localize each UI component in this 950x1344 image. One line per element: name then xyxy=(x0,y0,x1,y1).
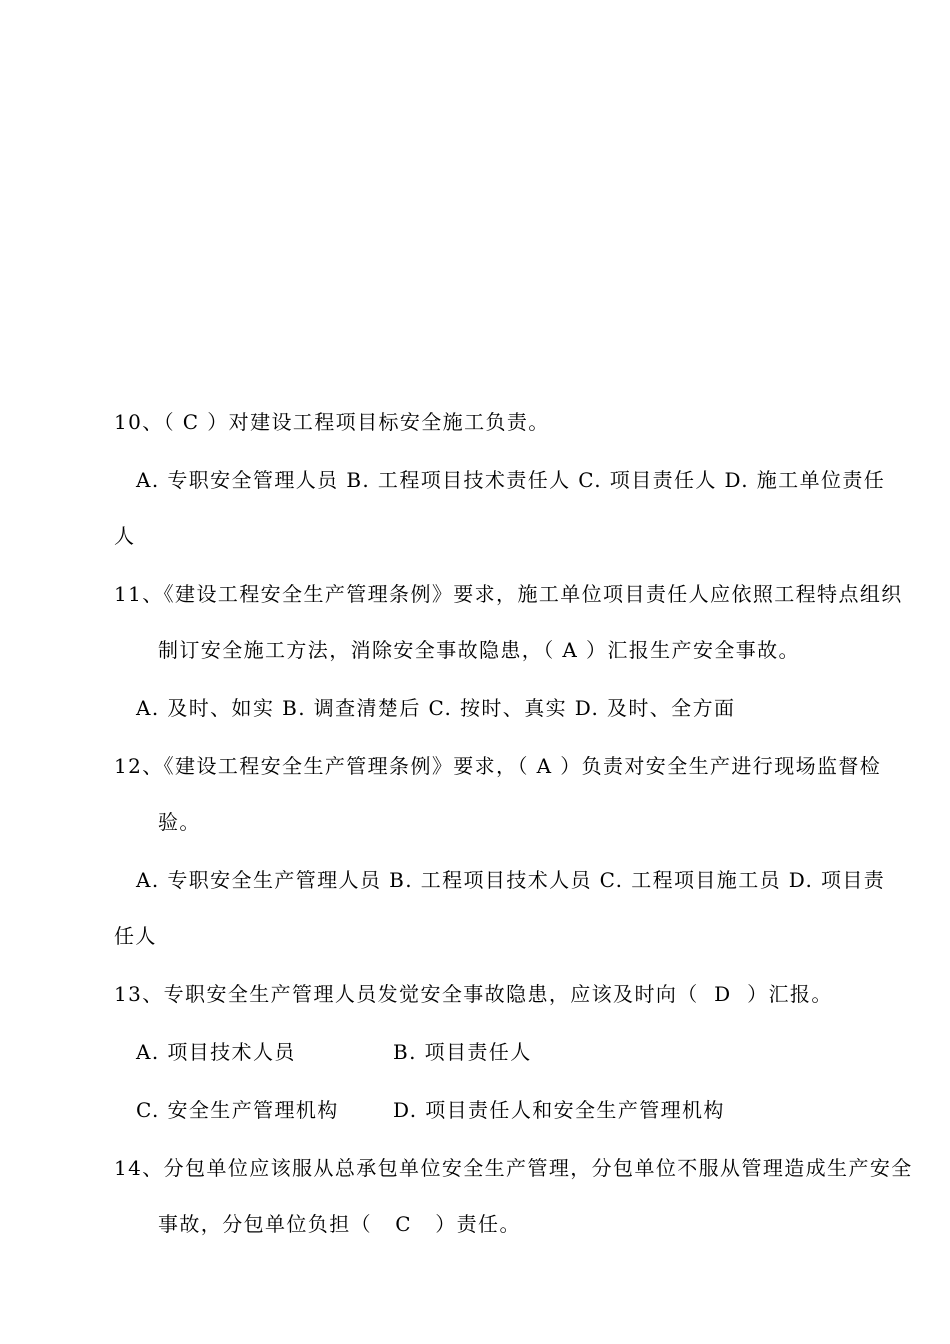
question-11-stem-wrap: 制订安全施工方法，消除安全事故隐患，（ A ）汇报生产安全事故。 xyxy=(158,638,800,662)
question-12-stem: 12、《建设工程安全生产管理条例》要求，（ A ）负责对安全生产进行现场监督检 xyxy=(114,754,882,778)
question-12-options-wrap: 任人 xyxy=(114,924,157,948)
question-12-stem-wrap: 验。 xyxy=(158,810,201,834)
question-13-option-a: A. 项目技术人员 xyxy=(136,1040,296,1064)
question-13-option-c: C. 安全生产管理机构 xyxy=(136,1098,339,1122)
question-12-options: A. 专职安全生产管理人员 B. 工程项目技术人员 C. 工程项目施工员 D. 项目责 xyxy=(136,868,886,892)
question-14-stem-wrap: 事故，分包单位负担（ C ）责任。 xyxy=(158,1212,521,1236)
question-14-stem: 14、分包单位应该服从总承包单位安全生产管理，分包单位不服从管理造成生产安全 xyxy=(114,1156,913,1180)
question-11-stem: 11、《建设工程安全生产管理条例》要求，施工单位项目责任人应依照工程特点组织 xyxy=(114,582,903,606)
question-10-options: A. 专职安全管理人员 B. 工程项目技术责任人 C. 项目责任人 D. 施工单位责任 xyxy=(136,468,886,492)
question-10-options-wrap: 人 xyxy=(114,524,136,548)
question-13-option-d: D. 项目责任人和安全生产管理机构 xyxy=(393,1098,725,1122)
question-10-stem: 10、（ C ）对建设工程项目标安全施工负责。 xyxy=(114,410,550,434)
question-13-stem: 13、专职安全生产管理人员发觉安全事故隐患，应该及时向（ D ）汇报。 xyxy=(114,982,833,1006)
question-11-options: A. 及时、如实 B. 调查清楚后 C. 按时、真实 D. 及时、全方面 xyxy=(136,696,736,720)
question-13-option-b: B. 项目责任人 xyxy=(393,1040,532,1064)
